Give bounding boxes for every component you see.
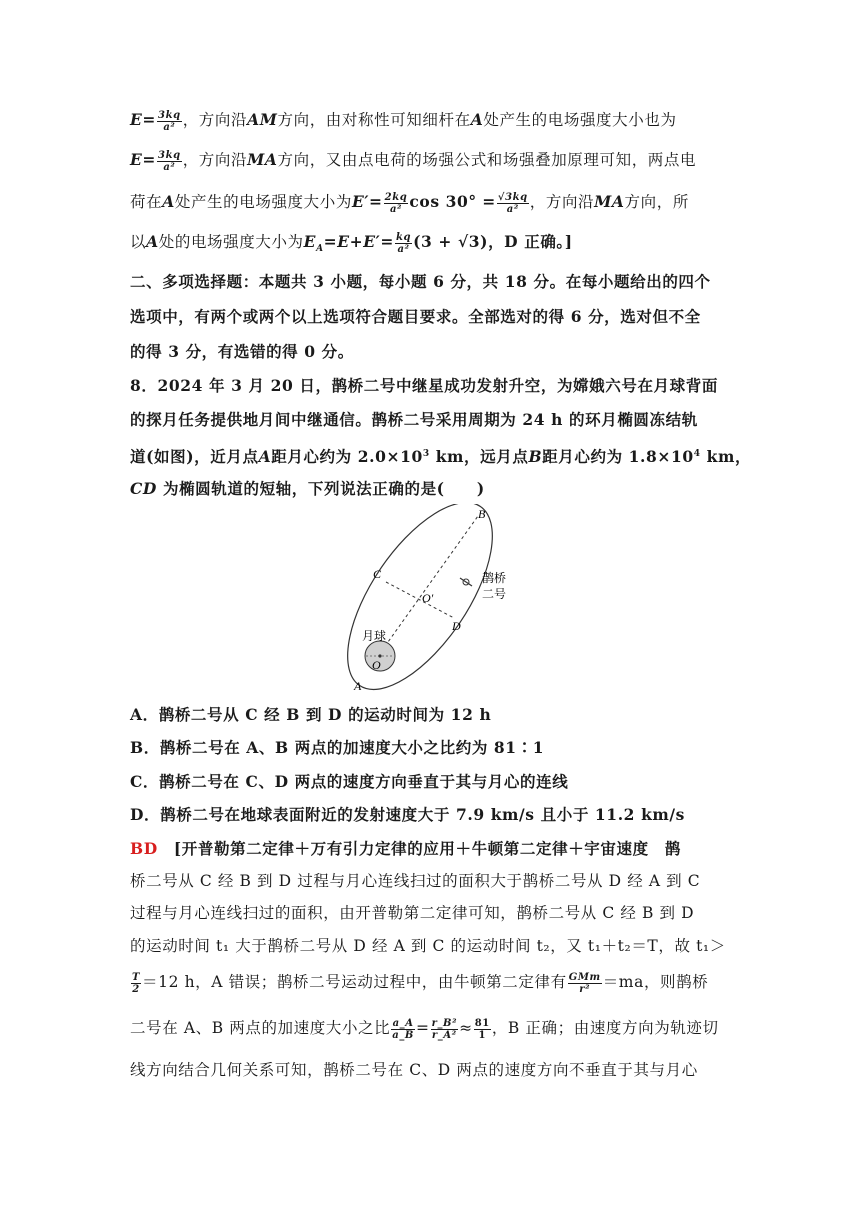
label-satellite-2: 二号 [482,587,507,601]
question-8-line-4: CD 为椭圆轨道的短轴，下列说法正确的是( ) [130,479,485,498]
answer-line-7: 线方向结合几何关系可知，鹊桥二号在 C、D 两点的速度方向不垂直于其与月心 [130,1061,698,1079]
option-b: B．鹊桥二号在 A、B 两点的加速度大小之比约为 81∶1 [130,738,545,757]
label-b: B [478,507,486,521]
solution-line-3: 荷在A处产生的电场强度大小为E′= $\frac{2kq}{\text{a²}}$ cos 30° = $\frac{√3kq}{\text{a²}}$ ，方向沿MA方向，所 [130,191,689,215]
question-8-line-2: 的探月任务提供地月间中继通信。鹊桥二号采用周期为 24 h 的环月椭圆冻结轨 [130,410,698,429]
solution-line-2: E= $\frac{3kq}{\text{a²}}$ ，方向沿MA方向，又由点电荷的场强公式和场强叠加原理可知，两点电 [130,149,697,173]
label-moon: 月球 [362,629,387,643]
answer-line-3: 过程与月心连线扫过的面积，由开普勒第二定律可知，鹊桥二号从 C 经 B 到 D [130,904,695,922]
label-c: C [373,567,382,581]
fraction: $\frac{2kq}{\text{a²}}$ [384,191,408,215]
question-8-line-3: 道(如图)，近月点A距月心约为 $2.0\times 10^3$ km，远月点B距月心约为 $1.8\times 10^4$ km， [130,447,752,467]
label-satellite-1: 鹊桥 [482,571,507,585]
option-c: C．鹊桥二号在 C、D 两点的速度方向垂直于其与月心的连线 [130,772,569,791]
label-o-prime: O′ [422,591,434,605]
solution-line-1: E= $\frac{3kq}{\text{a²}}$ ，方向沿AM方向，由对称性可知细杆在A处产生的电场强度大小也为 [130,109,677,133]
question-8-line-1: 8．2024 年 3 月 20 日，鹊桥二号中继星成功发射升空，为嫦娥六号在月球背面 [130,376,718,395]
solution-line-4: 以A处的电场强度大小为$E_A=E+E'=$ $\frac{kq}{\text{a²}}$ (3 + √3)，D 正确。] [130,231,573,255]
fraction: $\frac{3kq}{\text{a²}}$ [158,149,181,173]
orbit-diagram [346,504,526,696]
label-a: A [354,679,362,693]
answer-line-5: $\frac{T}{2}$ ＝12 h，A 错误；鹊桥二号运动过程中，由牛顿第二定律有 $\frac{\text{GMm}}{\text{r²}}$ ＝ma，则鹊桥 [132,971,709,995]
fraction: $\frac{81}{1}$ [474,1017,490,1041]
option-a: A．鹊桥二号从 C 经 B 到 D 的运动时间为 12 h [130,705,492,724]
answer-line-2: 桥二号从 C 经 B 到 D 过程与月心连线扫过的面积大于鹊桥二号从 D 经 A 到 C [130,872,701,890]
answer-line-6: 二号在 A、B 两点的加速度大小之比 $\frac{a\_A}{a\_B}$ = $\frac{\text{r\_B²}}{\text{r\_A²}}$ ≈ $\frac{81}{1}$ ，B 正确；由速度方向为轨迹切 [130,1017,719,1041]
answer-tag: BD [130,839,158,858]
fraction: $\frac{\text{GMm}}{\text{r²}}$ [568,971,601,995]
fraction: $\frac{√3kq}{\text{a²}}$ [497,191,528,215]
section-heading-line-1: 二、多项选择题：本题共 3 小题，每小题 6 分，共 18 分。在每小题给出的四个 [130,272,711,291]
minor-axis [386,582,454,618]
fraction: $\frac{3kq}{\text{a²}}$ [158,109,181,133]
label-o: O [372,658,381,672]
section-heading-line-2: 选项中，有两个或两个以上选项符合题目要求。全部选对的得 6 分，选对但不全 [130,307,701,326]
answer-line-1: BD [开普勒第二定律＋万有引力定律的应用＋牛顿第二定律＋宇宙速度 鹊 [130,839,681,858]
fraction: $\frac{a\_A}{a\_B}$ [392,1017,414,1041]
fraction: $\frac{\text{r\_B²}}{\text{r\_A²}}$ [431,1017,458,1041]
fraction: $\frac{kq}{\text{a²}}$ [395,231,412,255]
answer-line-4: 的运动时间 t₁ 大于鹊桥二号从 D 经 A 到 C 的运动时间 t₂，又 t₁＋t₂＝T，故 t₁＞ [130,937,726,955]
section-heading-line-3: 的得 3 分，有选错的得 0 分。 [130,342,354,361]
label-d: D [452,619,461,633]
option-d: D．鹊桥二号在地球表面附近的发射速度大于 7.9 km/s 且小于 11.2 km/s [130,805,685,824]
fraction: $\frac{T}{2}$ [132,971,141,995]
